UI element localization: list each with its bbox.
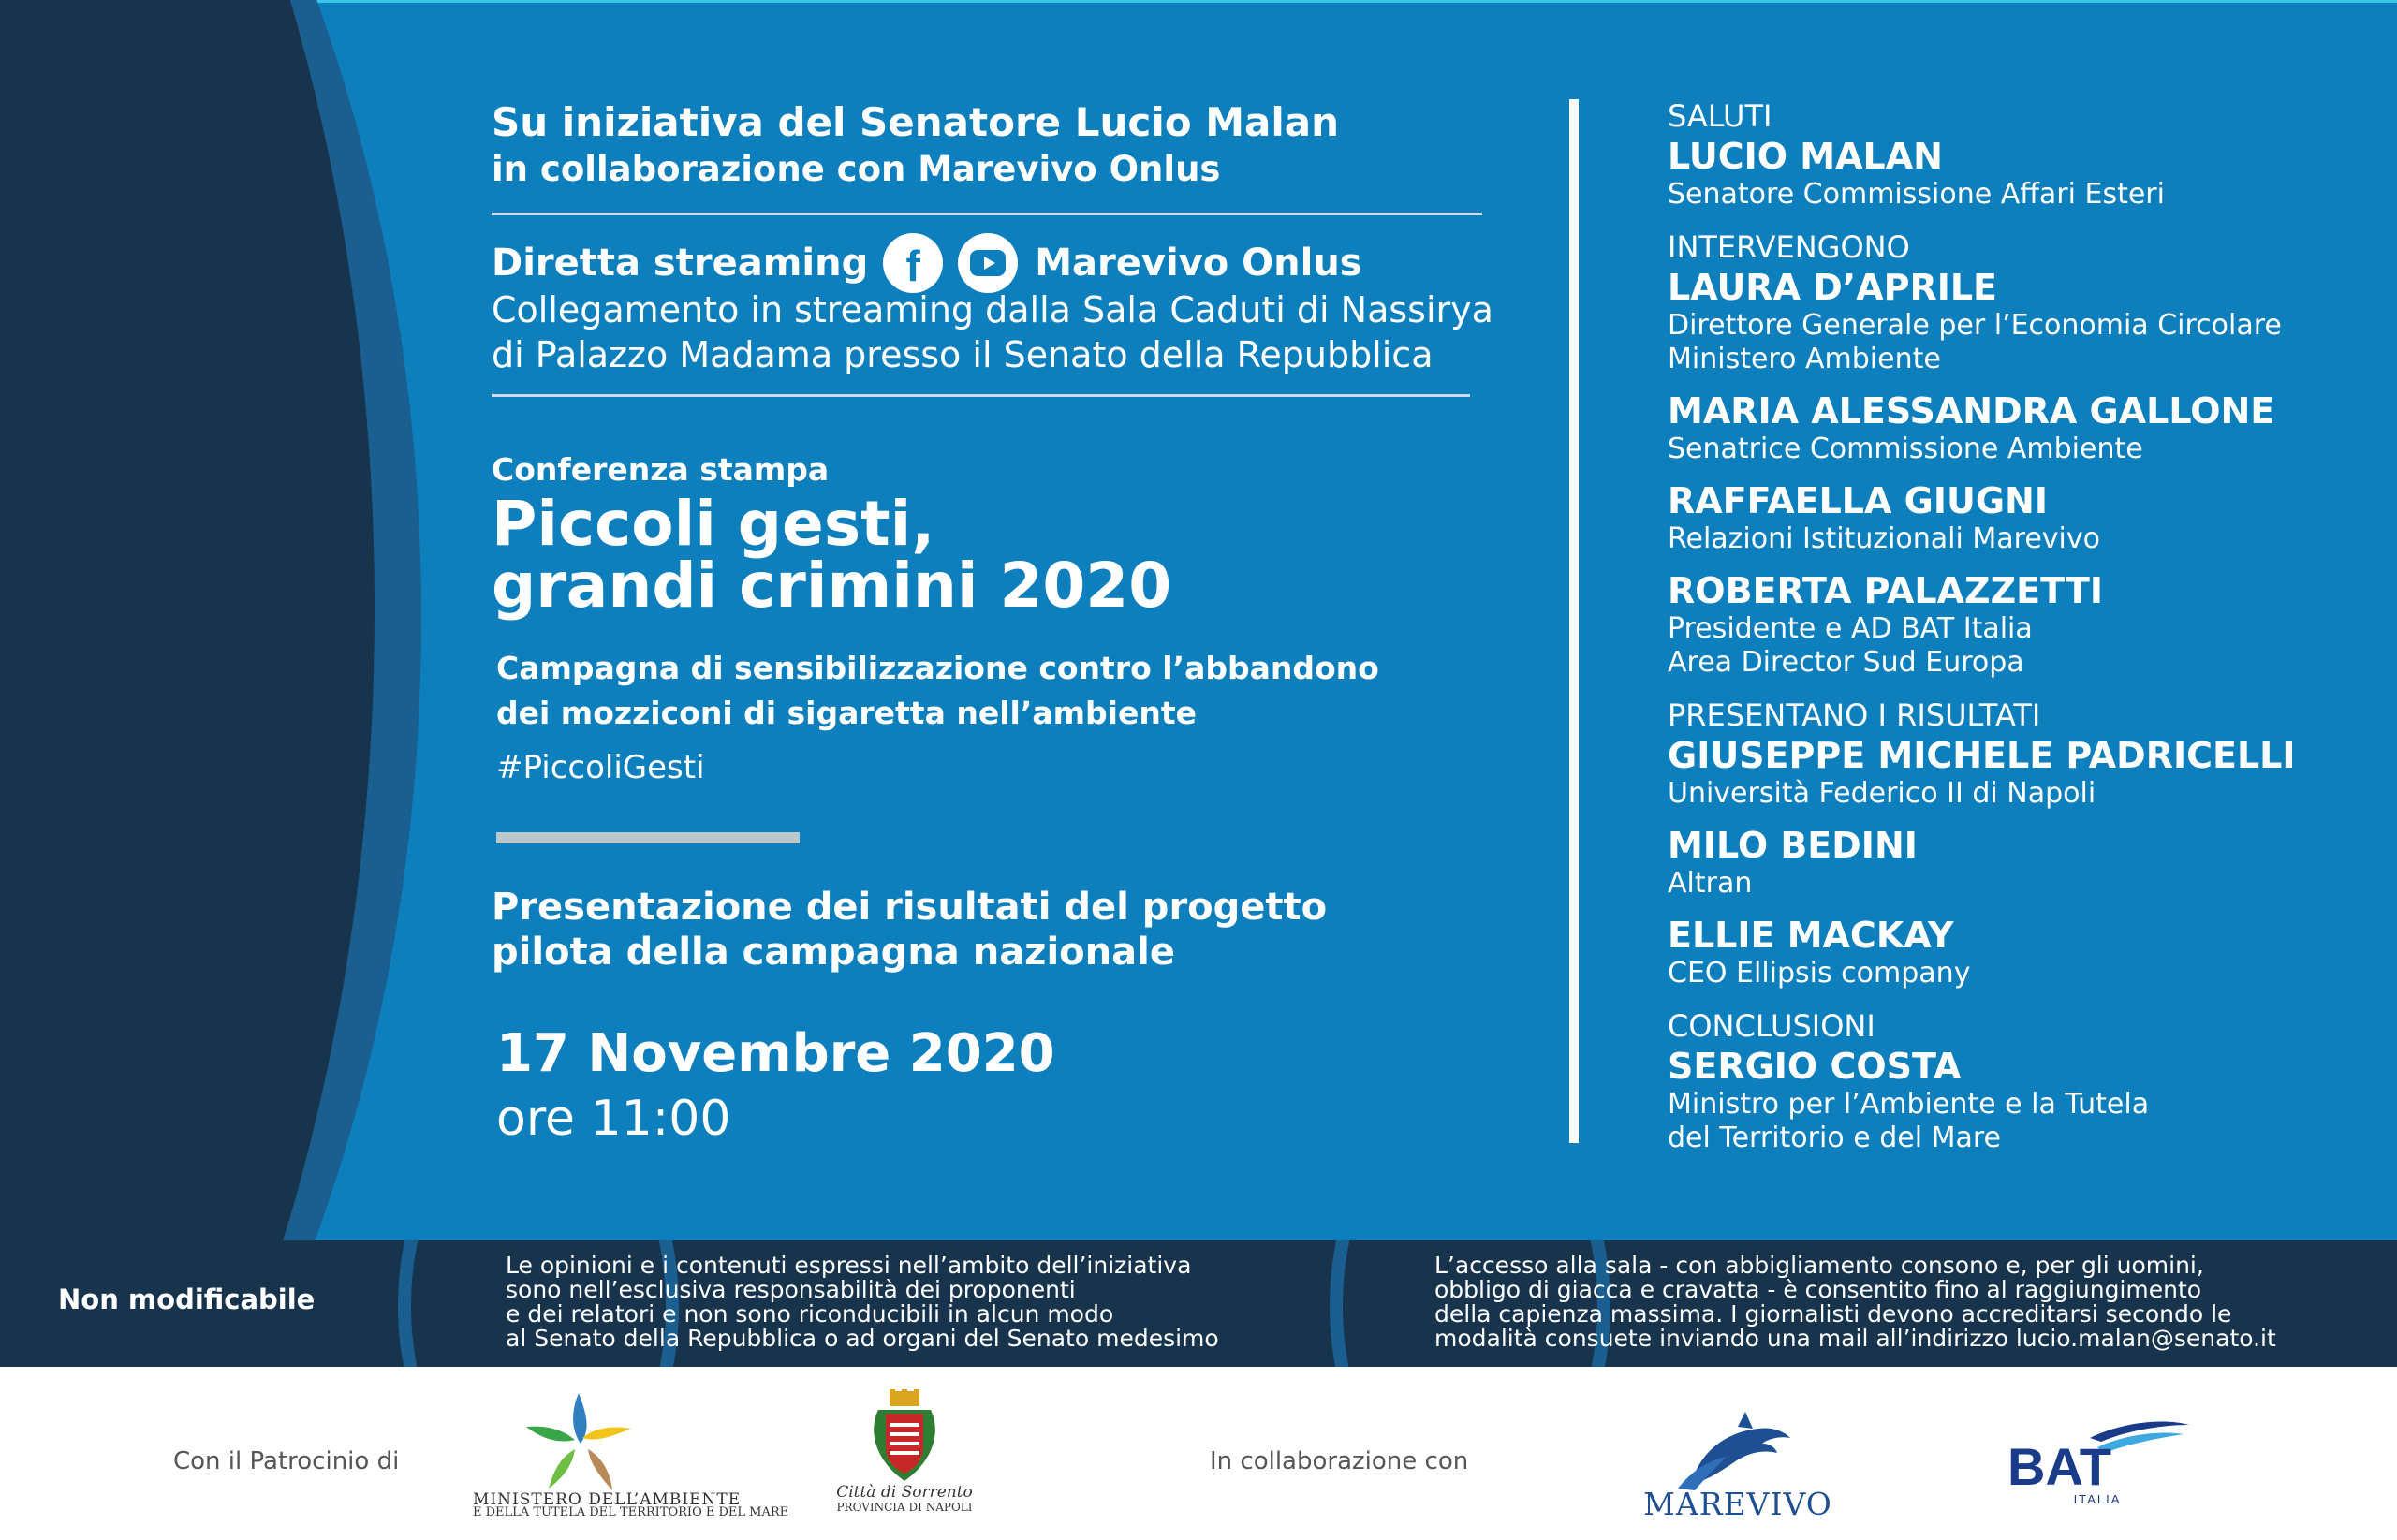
sorrento-text	[835, 1485, 974, 1515]
citta-sorrento-logo	[835, 1387, 974, 1537]
streaming-description	[492, 287, 1493, 377]
speaker-name: LUCIO MALAN	[1668, 136, 1943, 177]
section-heading-risultati: PRESENTANO I RISULTATI	[1668, 697, 2041, 733]
access-line: L’accesso alla sala - con abbigliamento consono e, per gli uomini,	[1434, 1252, 2204, 1279]
speaker-name: MILO BEDINI	[1668, 825, 1918, 866]
speaker-name: ROBERTA PALAZZETTI	[1668, 570, 2103, 611]
campaign-description	[496, 646, 1379, 736]
speaker-role: Relazioni Istituzionali Marevivo	[1668, 522, 2100, 555]
results-title	[492, 885, 1327, 975]
marevivo-logo	[1631, 1410, 1845, 1520]
streaming-label: Diretta streaming	[492, 242, 869, 285]
access-line: modalità consuete inviando una mail all’indirizzo lucio.malan@senato.it	[1434, 1325, 2276, 1352]
non-modificabile-label: Non modificabile	[58, 1283, 316, 1315]
bat-wordmark	[2004, 1419, 2191, 1492]
speaker-role: Senatore Commissione Affari Esteri	[1668, 178, 2165, 211]
bat-italia-logo	[2004, 1419, 2191, 1522]
streaming-description-line-2: di Palazzo Madama presso il Senato della Repubblica	[492, 334, 1434, 375]
disclaimer-text	[506, 1254, 1219, 1351]
coat-of-arms-icon	[867, 1387, 942, 1485]
conference-title-line-1: Piccoli gesti,	[492, 488, 935, 560]
youtube-icon[interactable]	[958, 233, 1018, 293]
streaming-channel: Marevivo Onlus	[1035, 242, 1362, 285]
event-time: ore 11:00	[496, 1091, 731, 1147]
access-info	[1434, 1254, 2276, 1351]
separator-bar	[496, 832, 800, 843]
bat-text: BAT	[2007, 1437, 2111, 1492]
conference-label: Conferenza stampa	[492, 451, 830, 488]
top-accent-line	[0, 0, 2397, 3]
dolphin-icon	[1672, 1410, 1803, 1494]
campaign-line-1: Campagna di sensibilizzazione contro l’abbandono	[496, 650, 1379, 686]
bat-subtitle: ITALIA	[2073, 1492, 2122, 1506]
speaker-role: del Territorio e del Mare	[1668, 1122, 2001, 1154]
speaker-name: RAFFAELLA GIUGNI	[1668, 480, 2048, 521]
logo-strip	[0, 1367, 2397, 1540]
speaker-role: Altran	[1668, 867, 1753, 900]
marevivo-wordmark: MAREVIVO	[1643, 1486, 1832, 1522]
facebook-icon[interactable]: f	[883, 233, 943, 293]
speaker-role: Senatrice Commissione Ambiente	[1668, 433, 2143, 465]
conference-title	[492, 488, 1172, 622]
speaker-name: LAURA D’APRILE	[1668, 267, 1998, 308]
speaker-name: GIUSEPPE MICHELE PADRICELLI	[1668, 735, 2296, 776]
disclaimer-line: sono nell’esclusiva responsabilità dei proponenti	[506, 1276, 1076, 1303]
ministero-text	[473, 1490, 789, 1519]
collab-label: In collaborazione con	[1210, 1447, 1469, 1475]
initiative-line-2: in collaborazione con Marevivo Onlus	[492, 149, 1221, 189]
section-heading-saluti: SALUTI	[1668, 98, 1772, 134]
hashtag: #PiccoliGesti	[496, 749, 705, 786]
decorative-curve-inner	[0, 0, 375, 1240]
speaker-role: Ministero Ambiente	[1668, 343, 1941, 375]
divider-rule	[492, 213, 1482, 215]
disclaimer-line: Le opinioni e i contenuti espressi nell’ambito dell’iniziativa	[506, 1252, 1192, 1279]
initiative-block	[492, 99, 1339, 193]
results-line-1: Presentazione dei risultati del progetto	[492, 886, 1328, 929]
ministero-ambiente-logo	[473, 1389, 789, 1539]
sorrento-province: PROVINCIA DI NAPOLI	[836, 1501, 973, 1514]
conference-title-line-2: grandi crimini 2020	[492, 550, 1172, 622]
access-line: della capienza massima. I giornalisti devono accreditarsi secondo le	[1434, 1300, 2232, 1327]
event-date: 17 Novembre 2020	[496, 1023, 1055, 1084]
speaker-role: CEO Ellipsis company	[1668, 957, 1971, 990]
streaming-description-line-1: Collegamento in streaming dalla Sala Caduti di Nassirya	[492, 289, 1493, 330]
speaker-role: Direttore Generale per l’Economia Circolare	[1668, 309, 2282, 342]
vertical-divider	[1569, 99, 1579, 1143]
speaker-role: Area Director Sud Europa	[1668, 646, 2024, 679]
speaker-role: Università Federico II di Napoli	[1668, 777, 2096, 810]
streaming-row	[492, 232, 1362, 294]
program-list	[1668, 97, 2379, 1155]
speaker-role: Ministro per l’Ambiente e la Tutela	[1668, 1088, 2150, 1121]
section-heading-conclusioni: CONCLUSIONI	[1668, 1008, 1875, 1044]
speaker-role: Presidente e AD BAT Italia	[1668, 612, 2033, 645]
campaign-line-2: dei mozziconi di sigaretta nell’ambiente	[496, 695, 1197, 731]
divider-rule	[492, 394, 1470, 397]
ministero-subtitle: E DELLA TUTELA DEL TERRITORIO E DEL MARE	[473, 1505, 789, 1519]
section-heading-intervengono: INTERVENGONO	[1668, 229, 1910, 265]
patrocinio-label: Con il Patrocinio di	[173, 1447, 400, 1475]
disclaimer-line: al Senato della Repubblica o ad organi del Senato medesimo	[506, 1325, 1219, 1352]
sorrento-name: Città di Sorrento	[836, 1483, 973, 1502]
info-band	[0, 1240, 2397, 1367]
star-icon	[522, 1389, 635, 1494]
disclaimer-line: e dei relatori e non sono riconducibili in alcun modo	[506, 1300, 1114, 1327]
speaker-name: ELLIE MACKAY	[1668, 915, 1954, 956]
speaker-name: MARIA ALESSANDRA GALLONE	[1668, 390, 2275, 432]
initiative-line-1: Su iniziativa del Senatore Lucio Malan	[492, 99, 1339, 145]
results-line-2: pilota della campagna nazionale	[492, 931, 1175, 974]
ministero-name: MINISTERO DELL’AMBIENTE	[473, 1490, 742, 1509]
speaker-name: SERGIO COSTA	[1668, 1046, 1962, 1087]
access-line: obbligo di giacca e cravatta - è consentito fino al raggiungimento	[1434, 1276, 2202, 1303]
